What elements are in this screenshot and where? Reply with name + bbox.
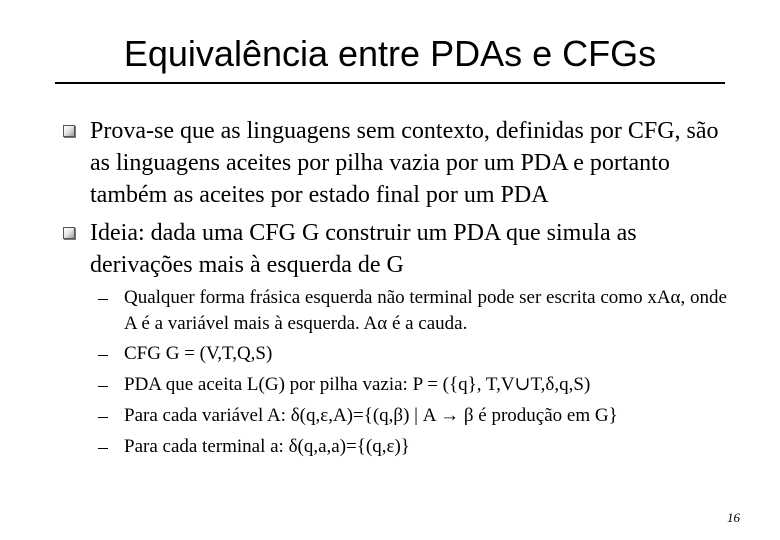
slide-title: Equivalência entre PDAs e CFGs <box>123 33 657 74</box>
dash-bullet-icon <box>98 448 108 449</box>
subbullet-item: CFG G = (V,T,Q,S) <box>124 343 273 364</box>
bullet-item: Ideia: dada uma CFG G construir um PDA que simula as derivações mais à esquerda de G <box>90 220 637 278</box>
subbullet-item: Para cada terminal a: δ(q,a,a)={(q,ε)} <box>124 436 410 457</box>
subbullet-item: Para cada variável A: δ(q,ε,A)={(q,β) | A → β é produção em G} <box>124 405 618 426</box>
page-number: 16 <box>727 510 740 525</box>
subbullet-item: PDA que aceita L(G) por pilha vazia: P = ({q}, T,V∪T,δ,q,S) <box>124 374 591 395</box>
square-bullet-icon <box>63 125 75 137</box>
dash-bullet-icon <box>98 417 108 418</box>
square-bullet-icon <box>63 227 75 239</box>
bullet-item: Prova-se que as linguagens sem contexto, definidas por CFG, são as linguagens aceites por pilha vazia por um PDA e portanto também as aceites por estado final por um PDA <box>90 118 719 208</box>
subbullet-item: Qualquer forma frásica esquerda não terminal pode ser escrita como xAα, onde A é a variável mais à esquerda. Aα é a cauda. <box>124 287 727 334</box>
dash-bullet-icon <box>98 299 108 300</box>
dash-bullet-icon <box>98 355 108 356</box>
title-divider <box>55 82 725 84</box>
dash-bullet-icon <box>98 386 108 387</box>
